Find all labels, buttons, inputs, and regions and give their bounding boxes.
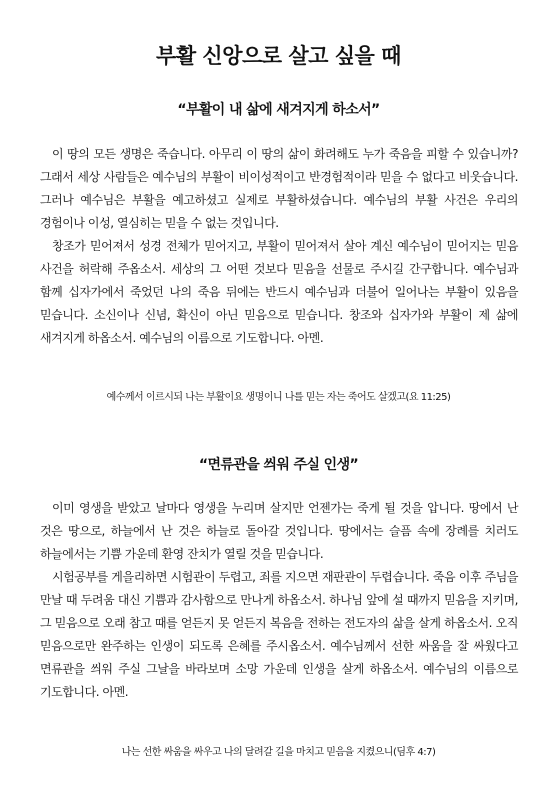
section-paragraph: 이 땅의 모든 생명은 죽습니다. 아무리 이 땅의 삶이 화려해도 누가 죽음을 피할 수 있습니까? 그래서 세상 사람들은 예수님의 부활이 비이성적이고 반경험적이라 믿을 수 없다고 비웃습니다. 그러나 예수님은 부활을 예고하셨고 실제로 부활하셨습니다. 예수님의 부활 사건은 우리의 경험이나 이성, 열심히는 믿을 수 없는 것입니다. xyxy=(40,147,518,230)
section-heading: “부활이 내 삶에 새겨지게 하소서” xyxy=(177,102,380,118)
bible-verse: 나는 선한 싸움을 싸우고 나의 달려갈 길을 마치고 믿음을 지켰으니(딤후 4:7) xyxy=(121,747,436,758)
section-heading: “면류관을 씌워 주실 인생” xyxy=(198,457,359,473)
section-paragraph: 창조가 믿어져서 성경 전체가 믿어지고, 부활이 믿어져서 살아 계신 예수님이 믿어지는 믿음 사건을 허락해 주옵소서. 세상의 그 어떤 것보다 믿음을 선물로 주시길 간구합니다. 예수님과 함께 십자가에서 죽었던 나의 죽음 뒤에는 반드시 예수님과 더불어 일어나는 부활이 있음을 믿습니다. 소신이나 신념, 확신이 아닌 믿음으로 믿습니다. 창조와 십자가와 부활이 제 삶에 새겨지게 하옵소서. 예수님의 이름으로 기도합니다. 아멘. xyxy=(40,239,518,345)
page-title: 부활 신앙으로 살고 싶을 때 xyxy=(156,44,401,68)
section-paragraph: 이미 영생을 받았고 날마다 영생을 누리며 살지만 언젠가는 죽게 될 것을 압니다. 땅에서 난 것은 땅으로, 하늘에서 난 것은 하늘로 돌아갈 것입니다. 땅에서는 슬픔 속에 장례를 치러도 하늘에서는 기쁨 가운데 환영 잔치가 열릴 것을 믿습니다. xyxy=(40,501,518,561)
bible-verse: 예수께서 이르시되 나는 부활이요 생명이니 나를 믿는 자는 죽어도 살겠고(요 11:25) xyxy=(106,392,451,403)
section-paragraph: 시험공부를 게을리하면 시험관이 두렵고, 죄를 지으면 재판관이 두렵습니다. 죽음 이후 주님을 만날 때 두려움 대신 기쁨과 감사함으로 만나게 하옵소서. 하나님 앞에 설 때까지 믿음을 지키며, 그 믿음으로 오래 참고 때를 얻든지 못 얻든지 복음을 전하는 전도자의 삶을 살게 하옵소서. 오직 믿음으로만 완주하는 인생이 되도록 은혜를 주시옵소서. 예수님께서 선한 싸움을 잘 싸웠다고 면류관을 씌워 주실 그날을 바라보며 소망 가운데 인생을 살게 하옵소서. 예수님의 이름으로 기도합니다. 아멘. xyxy=(40,570,518,699)
